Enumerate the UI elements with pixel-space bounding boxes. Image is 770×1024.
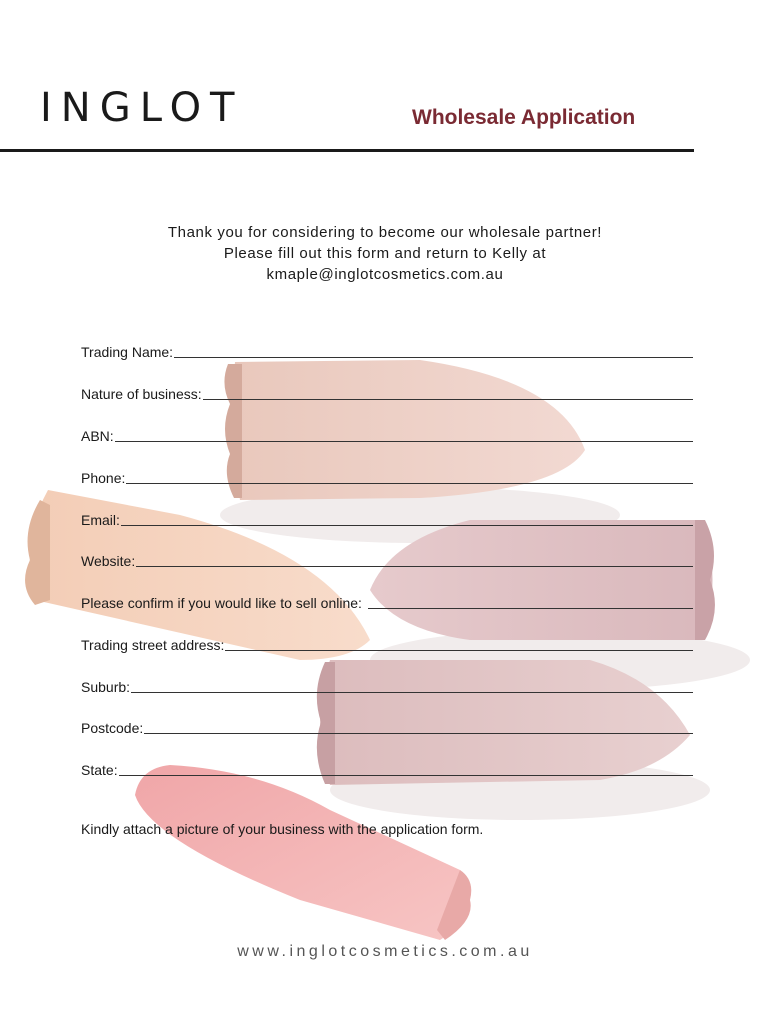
state-blank[interactable]: [119, 775, 693, 776]
nature-of-business-field[interactable]: [81, 382, 693, 402]
field-label: Phone:: [81, 470, 126, 486]
suburb-field[interactable]: [81, 675, 693, 695]
website-blank[interactable]: [136, 566, 693, 567]
postcode-field[interactable]: [81, 716, 693, 736]
field-label: Email:: [81, 512, 120, 528]
inglot-logo: INGLOT: [40, 85, 244, 131]
trading-name-field[interactable]: [81, 340, 693, 360]
header-divider: [0, 149, 694, 152]
intro-email: kmaple@inglotcosmetics.com.au: [266, 266, 504, 283]
field-label: Suburb:: [81, 679, 131, 695]
sell-online-blank[interactable]: [368, 608, 693, 609]
email-field[interactable]: [81, 508, 693, 528]
field-label: Trading Name:: [81, 344, 174, 360]
website-field[interactable]: [81, 549, 693, 569]
abn-blank[interactable]: [115, 441, 693, 442]
trading-name-blank[interactable]: [174, 357, 693, 358]
field-label: ABN:: [81, 428, 114, 444]
nature-of-business-blank[interactable]: [203, 399, 693, 400]
phone-blank[interactable]: [126, 483, 693, 484]
field-label: Please confirm if you would like to sell online:: [81, 595, 362, 611]
suburb-blank[interactable]: [131, 692, 693, 693]
attachment-note: Kindly attach a picture of your business with the application form.: [81, 821, 484, 837]
abn-field[interactable]: [81, 424, 693, 444]
trading-street-address-blank[interactable]: [225, 650, 693, 651]
intro-line: Please fill out this form and return to Kelly at: [223, 245, 547, 262]
state-field[interactable]: [81, 758, 693, 778]
postcode-blank[interactable]: [144, 733, 693, 734]
field-label: Website:: [81, 553, 136, 569]
intro-line: Thank you for considering to become our wholesale partner!: [167, 224, 603, 241]
footer-website: www.inglotcosmetics.com.au: [237, 943, 533, 960]
email-blank[interactable]: [121, 525, 693, 526]
sell-online-field[interactable]: [81, 591, 693, 611]
field-label: Postcode:: [81, 720, 144, 736]
document-title: Wholesale Application: [412, 106, 636, 129]
trading-street-address-field[interactable]: [81, 633, 693, 653]
field-label: Nature of business:: [81, 386, 202, 402]
field-label: State:: [81, 762, 118, 778]
field-label: Trading street address:: [81, 637, 225, 653]
phone-field[interactable]: [81, 466, 693, 486]
intro-text: [0, 222, 770, 285]
